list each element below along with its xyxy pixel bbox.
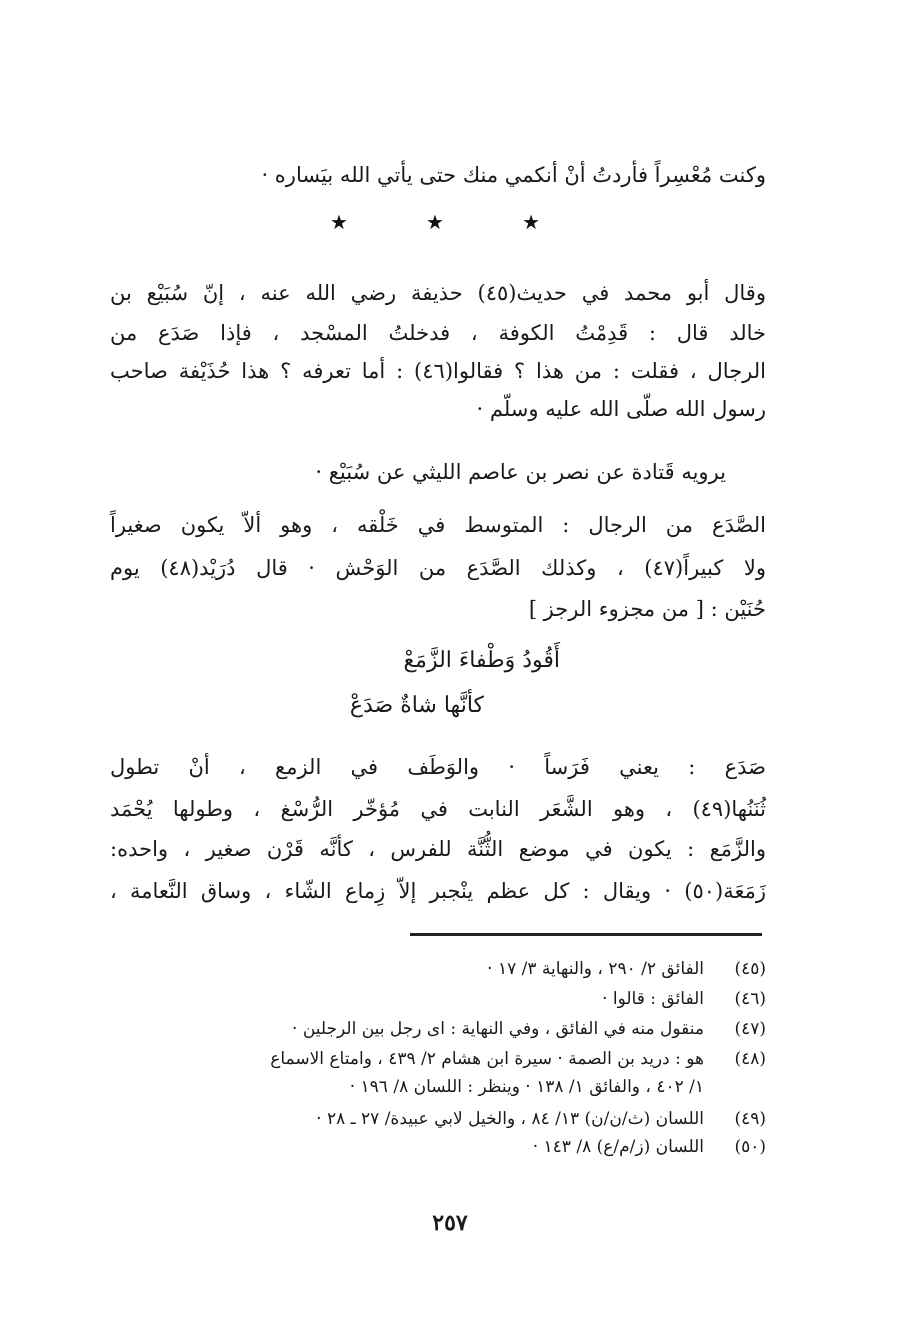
verse-line-2: كأنَّها شاةٌ صَدَعْ: [349, 693, 484, 718]
footnote-number: (٤٨): [734, 1049, 766, 1069]
paragraph-1-line-1: وقال أبو محمد في حديث(٤٥) حذيفة رضي الله عنه ، إنّ سُبَيْع بن: [110, 281, 766, 305]
star-icon: ★: [426, 210, 444, 234]
footnote-text: اللسان (ث/ن/ن) ١٣/ ٨٤ ، والخيل لابي عبيدة/ ٢٧ ـ ٢٨ ·: [316, 1109, 704, 1129]
footnote-number: (٥٠): [734, 1137, 766, 1157]
paragraph-2: يرويه قَتادة عن نصر بن عاصم الليثي عن سُبَيْع ·: [315, 460, 726, 484]
paragraph-4-line-4: زَمَعَة(٥٠) · ويقال : كل عظم ينْجبر إلاّ زِماع الشّاء ، وساق النَّعامة ،: [110, 879, 766, 903]
opening-line: وكنت مُعْسِراً فأردتُ أنْ أنكمي منك حتى يأتي الله بيَساره ·: [261, 163, 766, 187]
footnote-text: اللسان (ز/م/ع) ٨/ ١٤٣ ·: [532, 1137, 704, 1157]
footnote-number: (٤٩): [734, 1109, 766, 1129]
section-separator: [330, 210, 540, 234]
footnote-45: [118, 958, 766, 980]
footnote-text: الفائق : قالوا ·: [602, 989, 704, 1009]
footnote-48: [118, 1048, 766, 1070]
paragraph-3-line-1: الصَّدَع من الرجال : المتوسط في خَلْقه ، وهو ألاّ يكون صغيراً: [110, 513, 766, 537]
footnote-number: (٤٦): [734, 989, 766, 1009]
paragraph-3-line-2: ولا كبيراً(٤٧) ، وكذلك الصَّدَع من الوَحْش · قال دُرَيْد(٤٨) يوم: [110, 556, 766, 580]
footnote-text: هو : دريد بن الصمة · سيرة ابن هشام ٢/ ٤٣٩ ، وامتاع الاسماع: [270, 1049, 704, 1069]
footnote-text: منقول منه في الفائق ، وفي النهاية : اى رجل بين الرجلين ·: [292, 1019, 704, 1039]
paragraph-4-line-3: والزَّمَع : يكون في موضع الثُّنَّة للفرس ، كأنَّه قَرْن صغير ، واحده:: [110, 837, 766, 861]
footnote-text: الفائق ٢/ ٢٩٠ ، والنهاية ٣/ ١٧ ·: [487, 959, 704, 979]
footnote-number: (٤٧): [734, 1019, 766, 1039]
footnote-46: [118, 988, 766, 1010]
footnote-48-continuation: ١/ ٤٠٢ ، والفائق ١/ ١٣٨ · وينظر : اللسان ٨/ ١٩٦ ·: [349, 1077, 704, 1097]
footnote-49: [118, 1108, 766, 1130]
footnote-47: [118, 1018, 766, 1040]
paragraph-3-line-3: حُنَيْن : [ من مجزوء الرجز ]: [528, 597, 766, 621]
footnote-number: (٤٥): [734, 959, 766, 979]
paragraph-4-line-2: ثُنَنُها(٤٩) ، وهو الشَّعَر النابت في مُؤخّر الرُّسْغ ، وطولها يُحْمَد: [110, 797, 766, 821]
footnote-50: [118, 1136, 766, 1158]
star-icon: ★: [330, 210, 348, 234]
paragraph-1-line-4: رسول الله صلّى الله عليه وسلّم ·: [476, 397, 766, 421]
page-number: ٢٥٧: [432, 1210, 468, 1236]
paragraph-1-line-2: خالد قال : قَدِمْتُ الكوفة ، فدخلتُ المسْجد ، فإذا صَدَع من: [110, 321, 766, 345]
paragraph-1-line-3: الرجال ، فقلت : من هذا ؟ فقالوا(٤٦) : أما تعرفه ؟ هذا حُذَيْفة صاحب: [110, 359, 766, 383]
star-icon: ★: [522, 210, 540, 234]
footnote-divider: [410, 933, 762, 936]
verse-line-1: أَقُودُ وَطْفاءَ الزَّمَعْ: [403, 648, 560, 673]
paragraph-4-line-1: صَدَع : يعني فَرَساً · والوَطَف في الزمع ، أنْ تطول: [110, 755, 766, 779]
